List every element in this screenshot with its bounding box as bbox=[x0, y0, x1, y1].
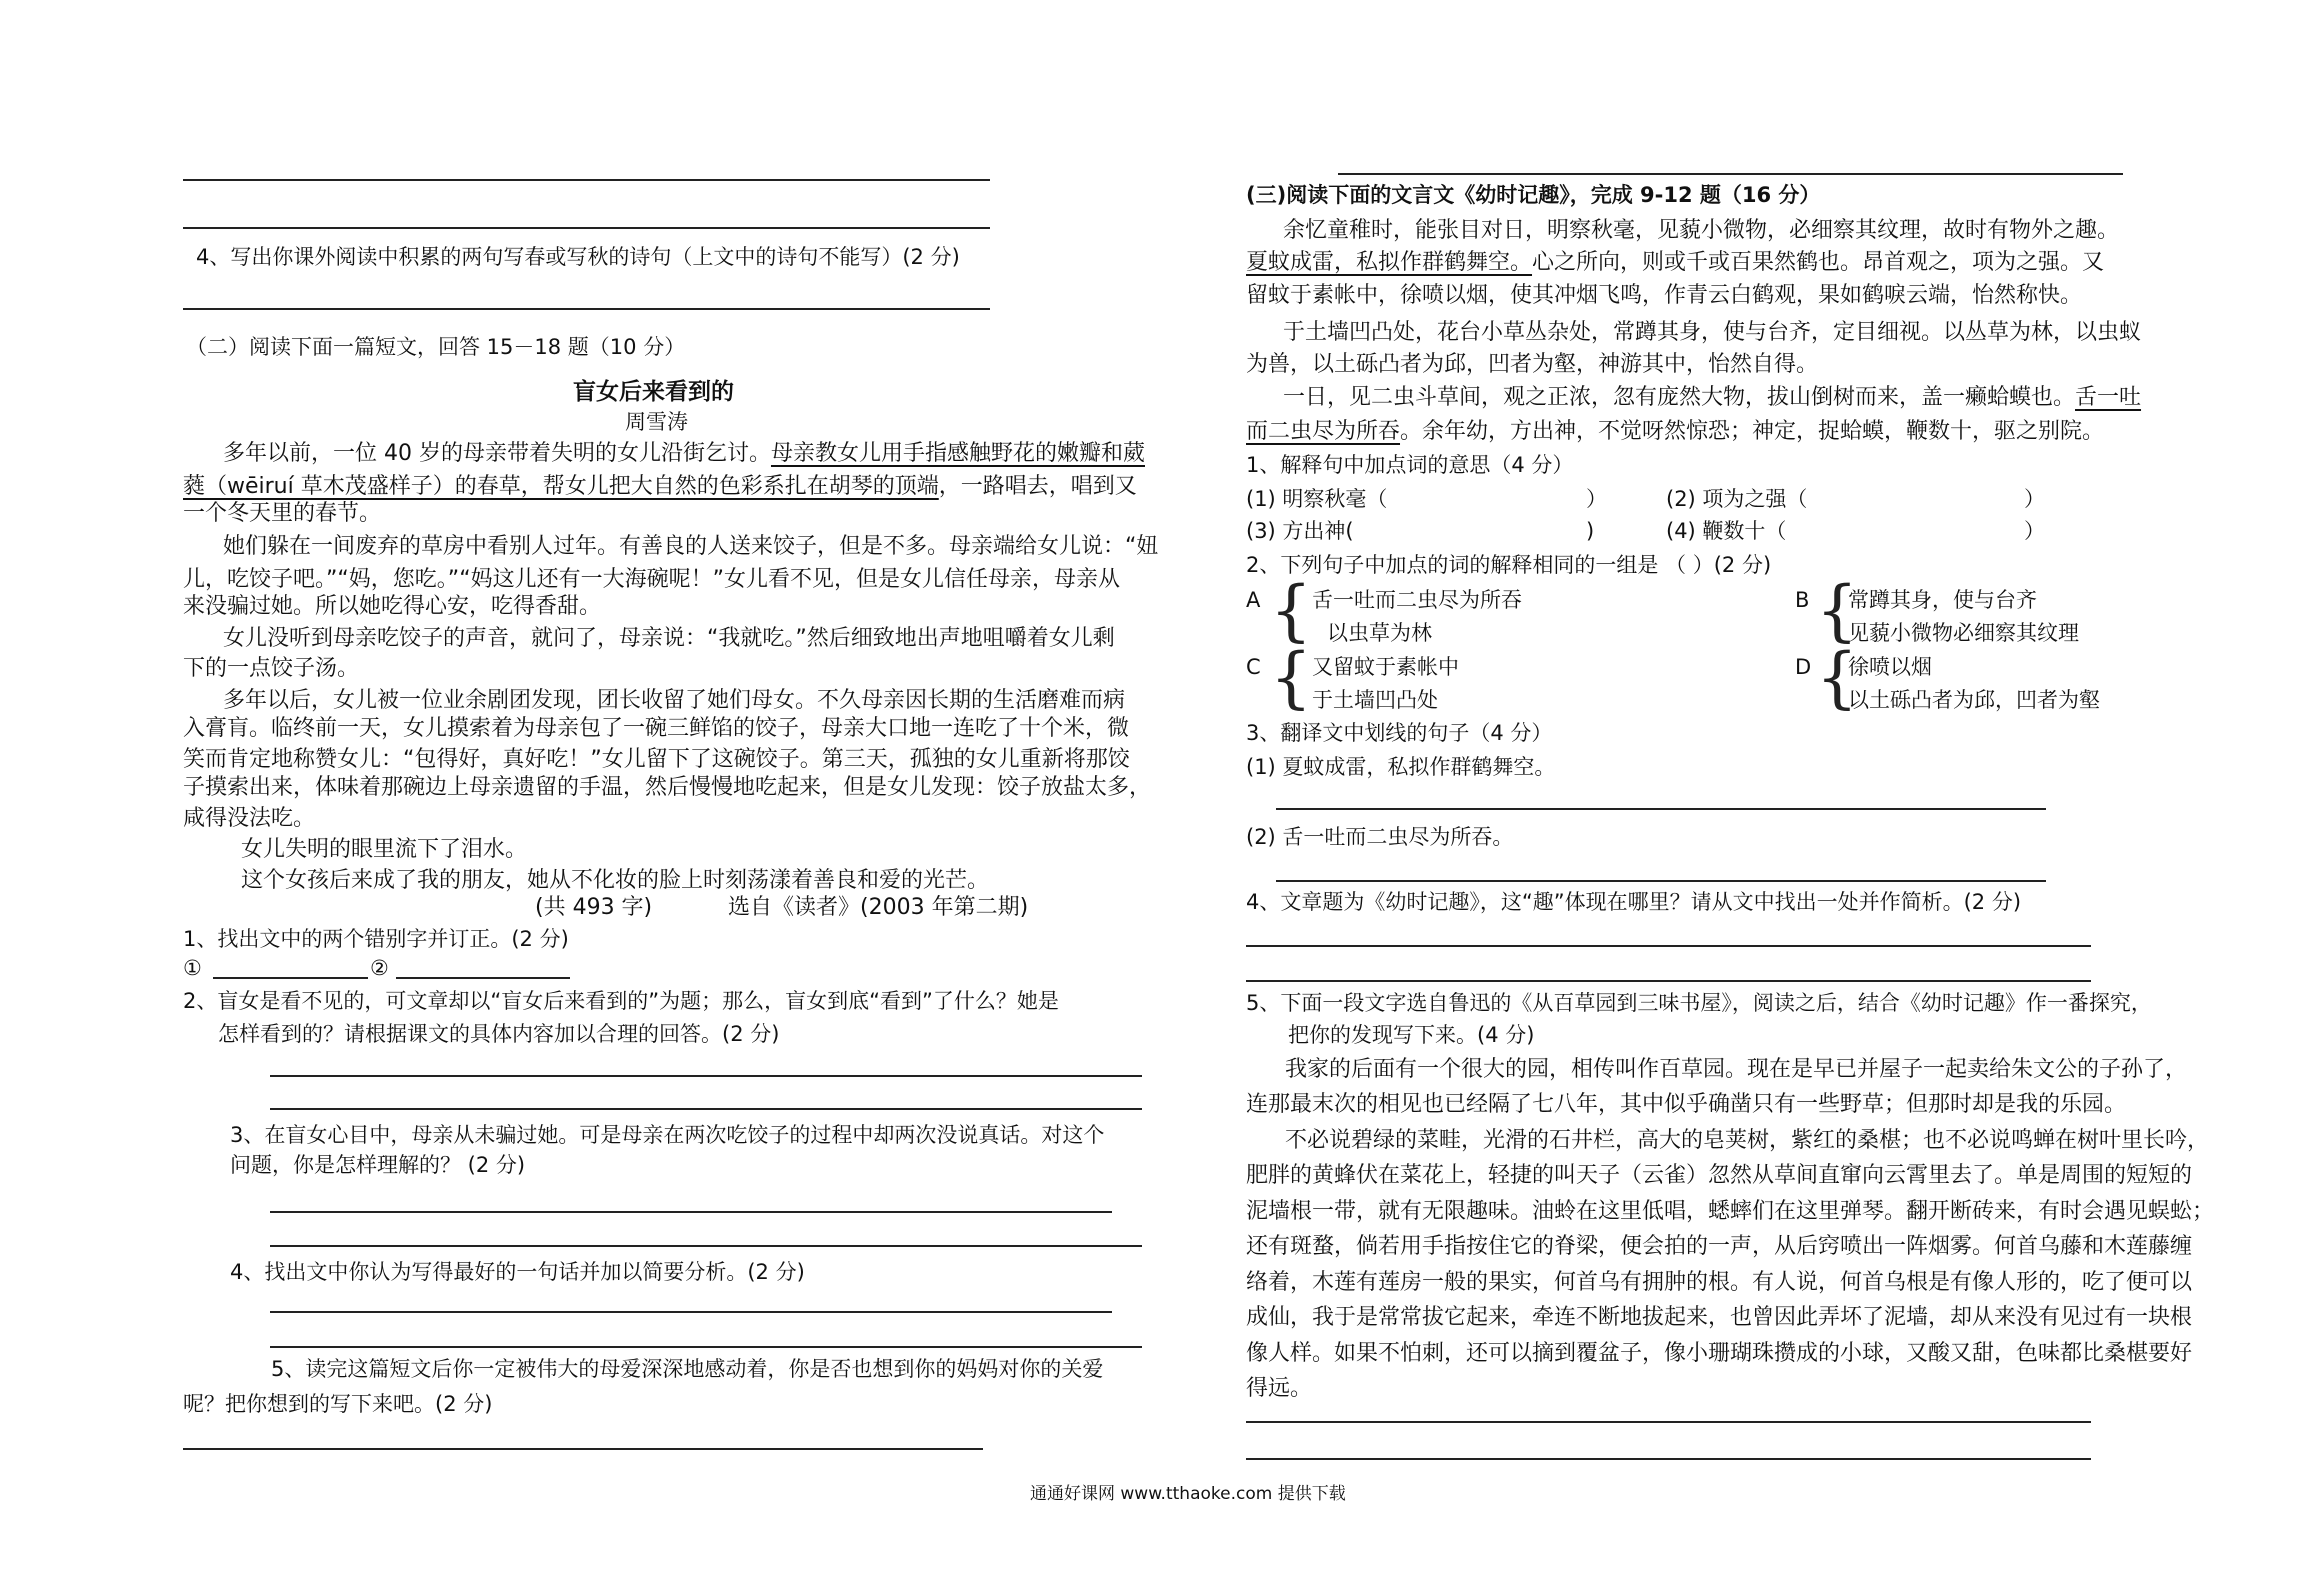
classical-text-line: 一日，见二虫斗草间，观之正浓，忽有庞然大物，拔山倒树而来，盖一癞蛤蟆也。舌一吐 bbox=[1283, 385, 2142, 410]
answer-line bbox=[270, 1346, 1142, 1348]
answer-line bbox=[1246, 1421, 2091, 1423]
question-4-prev: 4、写出你课外阅读中积累的两句写春或写秋的诗句（上文中的诗句不能写）(2 分) bbox=[196, 245, 960, 269]
option-d-1: 徐喷以烟 bbox=[1848, 655, 1932, 679]
right-question-3-2: (2) 舌一吐而二虫尽为所吞。 bbox=[1246, 825, 1514, 849]
option-d-2: 以土砾凸者为邱，凹者为壑 bbox=[1848, 688, 2100, 712]
brace: { bbox=[1816, 639, 1858, 716]
paragraph-line: 儿，吃饺子吧。”“妈，您吃。”“妈这儿还有一大海碗呢！”女儿看不见，但是女儿信任母亲，母亲从 bbox=[183, 567, 1120, 592]
classical-text-line: 夏蚊成雷，私拟作群鹤舞空。心之所向，则或千或百果然鹤也。昂首观之，项为之强。又 bbox=[1246, 250, 2105, 275]
left-question-5a: 5、读完这篇短文后你一定被伟大的母爱深深地感动着，你是否也想到你的妈妈对你的关爱 bbox=[271, 1357, 1104, 1381]
left-question-4: 4、找出文中你认为写得最好的一句话并加以简要分析。(2 分) bbox=[230, 1260, 805, 1284]
option-letter-a: A bbox=[1246, 588, 1261, 612]
left-question-3b: 问题，你是怎样理解的？ (2 分) bbox=[230, 1153, 526, 1177]
answer-line bbox=[270, 1108, 1142, 1110]
classical-text-line: 余忆童稚时，能张目对日，明察秋毫，见藐小微物，必细察其纹理，故时有物外之趣。 bbox=[1283, 218, 2120, 243]
close-paren: ) bbox=[1586, 519, 1595, 543]
brace: { bbox=[1270, 639, 1312, 716]
paragraph-line: 多年以前，一位 40 岁的母亲带着失明的女儿沿街乞讨。母亲教女儿用手指感触野花的嫩瓣和葳 bbox=[223, 441, 1145, 466]
paragraph-line: 女儿没听到母亲吃饺子的声音，就问了，母亲说：“我就吃。”然后细致地出声地咀嚼着女儿剩 bbox=[223, 626, 1115, 651]
option-a-1: 舌一吐而二虫尽为所吞 bbox=[1312, 588, 1522, 612]
excerpt-line: 肥胖的黄蜂伏在菜花上，轻捷的叫天子（云雀）忽然从草间直窜向云霄里去了。单是周围的短短的 bbox=[1246, 1163, 2193, 1188]
answer-line bbox=[270, 1211, 1112, 1213]
close-paren: ） bbox=[1586, 487, 1607, 511]
brace: { bbox=[1270, 572, 1312, 649]
left-question-5b: 呢？把你想到的写下来吧。(2 分) bbox=[183, 1392, 493, 1416]
article-source: 选自《读者》(2003 年第二期) bbox=[728, 895, 1029, 920]
paragraph-line: 这个女孩后来成了我的朋友，她从不化妆的脸上时刻荡漾着善良和爱的光芒。 bbox=[241, 868, 990, 893]
option-a-2: 以虫草为林 bbox=[1327, 621, 1432, 645]
left-question-2b: 怎样看到的？请根据课文的具体内容加以合理的回答。(2 分) bbox=[218, 1022, 780, 1046]
paragraph-line: 来没骗过她。所以她吃得心安，吃得香甜。 bbox=[183, 594, 602, 619]
excerpt-line: 泥墙根一带，就有无限趣味。油蛉在这里低唱，蟋蟀们在这里弹琴。翻开断砖来，有时会遇见蜈蚣； bbox=[1246, 1199, 2215, 1224]
right-question-5a: 5、下面一段文字选自鲁迅的《从百草园到三味书屋》，阅读之后，结合《幼时记趣》作一番探究， bbox=[1246, 991, 2152, 1015]
answer-line bbox=[270, 1311, 1112, 1313]
excerpt-line: 不必说碧绿的菜畦，光滑的石井栏，高大的皂荚树，紫红的桑椹；也不必说鸣蝉在树叶里长吟， bbox=[1285, 1128, 2210, 1153]
excerpt-line: 像人样。如果不怕刺，还可以摘到覆盆子，像小珊瑚珠攒成的小球，又酸又甜，色味都比桑椹要好 bbox=[1246, 1341, 2193, 1366]
section-3-header: (三)阅读下面的文言文《幼时记趣》，完成 9-12 题（16 分） bbox=[1246, 183, 1821, 207]
close-paren: ） bbox=[2024, 519, 2045, 543]
answer-line bbox=[213, 977, 368, 979]
close-paren: ） bbox=[2024, 487, 2045, 511]
option-letter-b: B bbox=[1795, 588, 1810, 612]
answer-line bbox=[1246, 945, 2091, 947]
paragraph-line: 蕤（wēiruí 草木茂盛样子）的春草，帮女儿把大自然的色彩系扎在胡琴的顶端，一路唱去，唱到又 bbox=[183, 474, 1137, 499]
page-footer: 通通好课网 www.tthaoke.com 提供下载 bbox=[1030, 1484, 1346, 1504]
paragraph-line: 咸得没法吃。 bbox=[183, 806, 316, 831]
excerpt-line: 络着，木莲有莲房一般的果实，何首乌有拥肿的根。有人说，何首乌根是有像人形的，吃了便可以 bbox=[1246, 1270, 2193, 1295]
answer-line bbox=[183, 179, 990, 181]
option-letter-d: D bbox=[1795, 655, 1812, 679]
answer-line bbox=[1276, 808, 2046, 810]
right-question-3-1: (1) 夏蚊成雷，私拟作群鹤舞空。 bbox=[1246, 755, 1556, 779]
right-question-1-4: (4) 鞭数十（ bbox=[1666, 519, 1787, 543]
paragraph-line: 她们躲在一间废弃的草房中看别人过年。有善良的人送来饺子，但是不多。母亲端给女儿说：“妞 bbox=[223, 534, 1159, 559]
left-question-2a: 2、盲女是看不见的，可文章却以“盲女后来看到的”为题；那么，盲女到底“看到”了什么？她是 bbox=[183, 989, 1059, 1013]
right-question-1-3: (3) 方出神( bbox=[1246, 519, 1354, 543]
header-rule bbox=[1338, 173, 2123, 175]
excerpt-line: 得远。 bbox=[1246, 1376, 1313, 1401]
article-author: 周雪涛 bbox=[625, 410, 688, 434]
right-question-1: 1、解释句中加点词的意思（4 分） bbox=[1246, 453, 1574, 477]
excerpt-line: 连那最末次的相见也已经隔了七八年，其中似乎确凿只有一些野草；但那时却是我的乐园。 bbox=[1246, 1092, 2127, 1117]
right-question-4: 4、文章题为《幼时记趣》，这“趣”体现在哪里？请从文中找出一处并作简析。(2 分) bbox=[1246, 890, 2022, 914]
article-title: 盲女后来看到的 bbox=[573, 379, 734, 405]
answer-line bbox=[183, 308, 990, 310]
answer-line bbox=[1246, 980, 2091, 982]
classical-text-line: 留蚊于素帐中，徐喷以烟，使其冲烟飞鸣，作青云白鹤观，果如鹤唳云端，怡然称快。 bbox=[1246, 283, 2083, 308]
paragraph-line: 多年以后，女儿被一位业余剧团发现，团长收留了她们母女。不久母亲因长期的生活磨难而病 bbox=[223, 688, 1126, 713]
excerpt-line: 成仙，我于是常常拔它起来，牵连不断地拔起来，也曾因此弄坏了泥墙，却从来没有见过有一块根 bbox=[1246, 1305, 2193, 1330]
paragraph-line: 入膏肓。临终前一天，女儿摸索着为母亲包了一碗三鲜馅的饺子，母亲大口地一连吃了十个米，微 bbox=[183, 716, 1130, 741]
paragraph-line: 女儿失明的眼里流下了泪水。 bbox=[241, 837, 528, 862]
answer-line bbox=[1246, 1458, 2091, 1460]
excerpt-line: 还有斑蝥，倘若用手指按住它的脊梁，便会拍的一声，从后窍喷出一阵烟雾。何首乌藤和木莲藤缠 bbox=[1246, 1234, 2193, 1259]
paragraph-line: 子摸索出来，体味着那碗边上母亲遗留的手温，然后慢慢地吃起来，但是女儿发现：饺子放盐太多， bbox=[183, 775, 1152, 800]
right-question-2: 2、下列句子中加点的词的解释相同的一组是 （ ）(2 分) bbox=[1246, 553, 1772, 577]
left-question-1: 1、找出文中的两个错别字并订正。(2 分) bbox=[183, 927, 569, 951]
paragraph-line: 下的一点饺子汤。 bbox=[183, 656, 360, 681]
option-letter-c: C bbox=[1246, 655, 1261, 679]
answer-line bbox=[183, 227, 990, 229]
right-question-1-1: (1) 明察秋毫（ bbox=[1246, 487, 1388, 511]
answer-line bbox=[270, 1075, 1142, 1077]
classical-text-line: 于土墙凹凸处，花台小草丛杂处，常蹲其身，使与台齐，定目细视。以丛草为林，以虫蚁 bbox=[1283, 320, 2142, 345]
answer-line bbox=[183, 1448, 983, 1450]
option-b-2: 见藐小微物必细察其纹理 bbox=[1848, 621, 2079, 645]
section-2-header: （二）阅读下面一篇短文，回答 15－18 题（10 分） bbox=[186, 335, 686, 359]
brace: { bbox=[1816, 572, 1858, 649]
right-question-3: 3、翻译文中划线的句子（4 分） bbox=[1246, 721, 1553, 745]
left-question-3a: 3、在盲女心目中，母亲从未骗过她。可是母亲在两次吃饺子的过程中却两次没说真话。对这个 bbox=[230, 1123, 1105, 1147]
right-question-1-2: (2) 项为之强（ bbox=[1666, 487, 1808, 511]
option-c-1: 又留蚊于素帐中 bbox=[1312, 655, 1459, 679]
classical-text-line: 为兽，以土砾凸者为邱，凹者为壑，神游其中，怡然自得。 bbox=[1246, 352, 1819, 377]
paragraph-line: 一个冬天里的春节。 bbox=[183, 501, 382, 526]
right-question-5b: 把你的发现写下来。(4 分) bbox=[1288, 1023, 1535, 1047]
option-b-1: 常蹲其身，使与台齐 bbox=[1848, 588, 2037, 612]
article-word-count: (共 493 字) bbox=[535, 895, 653, 920]
answer-line bbox=[270, 1245, 1142, 1247]
answer-circle-1: ① bbox=[183, 956, 202, 980]
excerpt-line: 我家的后面有一个很大的园，相传叫作百草园。现在是早已并屋子一起卖给朱文公的子孙了， bbox=[1285, 1057, 2188, 1082]
answer-line bbox=[396, 977, 570, 979]
option-c-2: 于土墙凹凸处 bbox=[1312, 688, 1438, 712]
classical-text-line: 而二虫尽为所吞。余年幼，方出神，不觉呀然惊恐；神定，捉蛤蟆，鞭数十，驱之别院。 bbox=[1246, 419, 2105, 444]
answer-line bbox=[1276, 880, 2046, 882]
paragraph-line: 笑而肯定地称赞女儿：“包得好，真好吃！”女儿留下了这碗饺子。第三天，孤独的女儿重新将那饺 bbox=[183, 747, 1130, 772]
answer-circle-2: ② bbox=[370, 956, 389, 980]
